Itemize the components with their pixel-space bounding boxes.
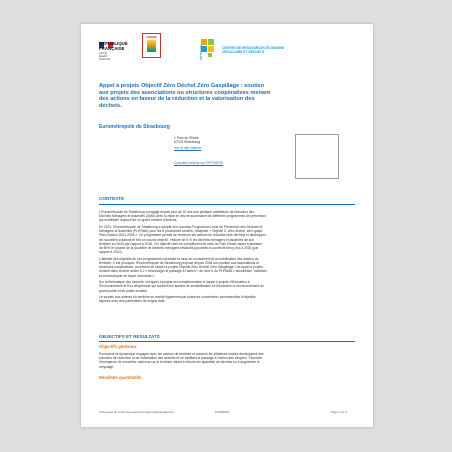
contexte-body [99,210,357,304]
contexte-paragraph-1: L'Eurométropole de Strasbourg a engagé depuis plus de 10 ans une politique ambitieuse de réduction des Déchets Ménagers et Assimilés (DMA) avec la mise en œuvre successive de différents programmes de prévention qui mobilisent aujourd'hui un grand nombre d'acteurs. [99,210,267,223]
ademe-logo: ADEME [142,33,161,58]
footer-date: 16/04/2024 [215,410,229,414]
contexte-paragraph-2: En 2021, l'Eurométropole de Strasbourg a adopté son nouveau Programme Local de Prévention des Déchets et Ménagers et Assimilés (PLPDMA) pour les 6 prochaines années, rebaptisé « Objectif Z, zéro déchet, zéro gaspi. Plan d'action 2021-2026 ». Ce programme permet de renforcer les actions de réduction des déchets et développer de nouvelles solutions et fixe un nouvel objectif : réduire de 6 % les déchets ménagers et assimilés de son territoire en 2026 par rapport à 2018. Cet objectif vient en complément de celui du Plan Climat visant à abaisser de 50% le volume de la poubelle de déchets ménagers résiduels (poubelle à couvercle bleu) d'ici à 2030 (par rapport à 2010). [99,225,267,255]
contexte-paragraph-4: Sur la thématique des déchets, cet appel à projets est complémentaire à l'appel à projets d'Education à l'Environnement et Eco-citoyenneté qui soutient les actions de sensibilisation et d'éducation à l'environnement du grand public et du public scolaire. [99,280,264,293]
contexte-paragraph-3: L'atteinte des objectifs de ces programmes nécessite la mise en mouvement et la mobilisation des acteurs du territoire. C'est pourquoi, l'Eurométropole de Strasbourg propose depuis 2018 son soutien aux associations et structures coopératives, au travers de l'appel à projets Objectif Zéro Déchet Zéro Gaspillage. Cet appel à projets s'inscrit dans la fiche action 6.2 « encourager le passage à l'action » de l'axe 6 du PLPDMA « sensibiliser, mobiliser et communiquer de façon innovante ». [99,256,267,278]
website-link[interactable]: Voir le site internet [174,146,202,150]
document-page [81,24,373,427]
footer-page-number: Page 1 sur 4 [331,410,347,414]
organisation-name: Eurométropole de Strasbourg [99,124,170,130]
republique-francaise-logo: RÉPUBLIQUE FRANÇAISE Liberté Égalité Fraternité [99,41,128,62]
contexte-divider [99,204,355,205]
optigede-sheet-link[interactable]: Consulter la fiche sur OPTIGEDE [174,161,223,165]
optigede-logo: OPTIGEDE [195,39,217,57]
footer-source: Fiche issue du centre de ressources www.optigede.ademe.fr [99,410,174,414]
contexte-heading: CONTEXTE [99,196,125,201]
page-title: Appel à projets Objectif Zéro Déchet Zéro Gaspillage : soutien aux projets des associations ou structures coopératives menant des actions en faveur de la réduction et la valorisation des déchets. [99,83,271,109]
contexte-paragraph-5: Le soutien aux acteurs du territoire se traduit également par plusieurs conventions pluriannuelles d'objectifs signées avec des partenaires de longue date. [99,295,256,304]
organisation-address: 1 Parc de l'Etoile 67076 Strasbourg [174,136,201,145]
objectifs-generaux-subheading: Objectifs généraux [99,344,137,349]
centre-ressources-label: CENTRE DE RESSOURCES ÉCONOMIE CIRCULAIRE ET DÉCHETS [222,46,284,54]
organisation-logo-placeholder [295,134,339,179]
objectifs-paragraph: Poursuivre la dynamique engagée avec les acteurs de territoire et soutenir les initiatives locales développant des solutions de réduction et de valorisation des déchets et en facilitant le passage à l'action des citoyens. Favoriser l'émergence de nouvelles solutions sur le territoire visant à réduire les quantités de déchets ou à augmenter le recyclage. [99,352,264,369]
resultats-quantitatifs-subheading: Résultats quantitatifs [99,375,142,380]
objectifs-divider [99,341,355,342]
objectifs-heading: OBJECTIFS ET RESULTATS [99,334,160,339]
